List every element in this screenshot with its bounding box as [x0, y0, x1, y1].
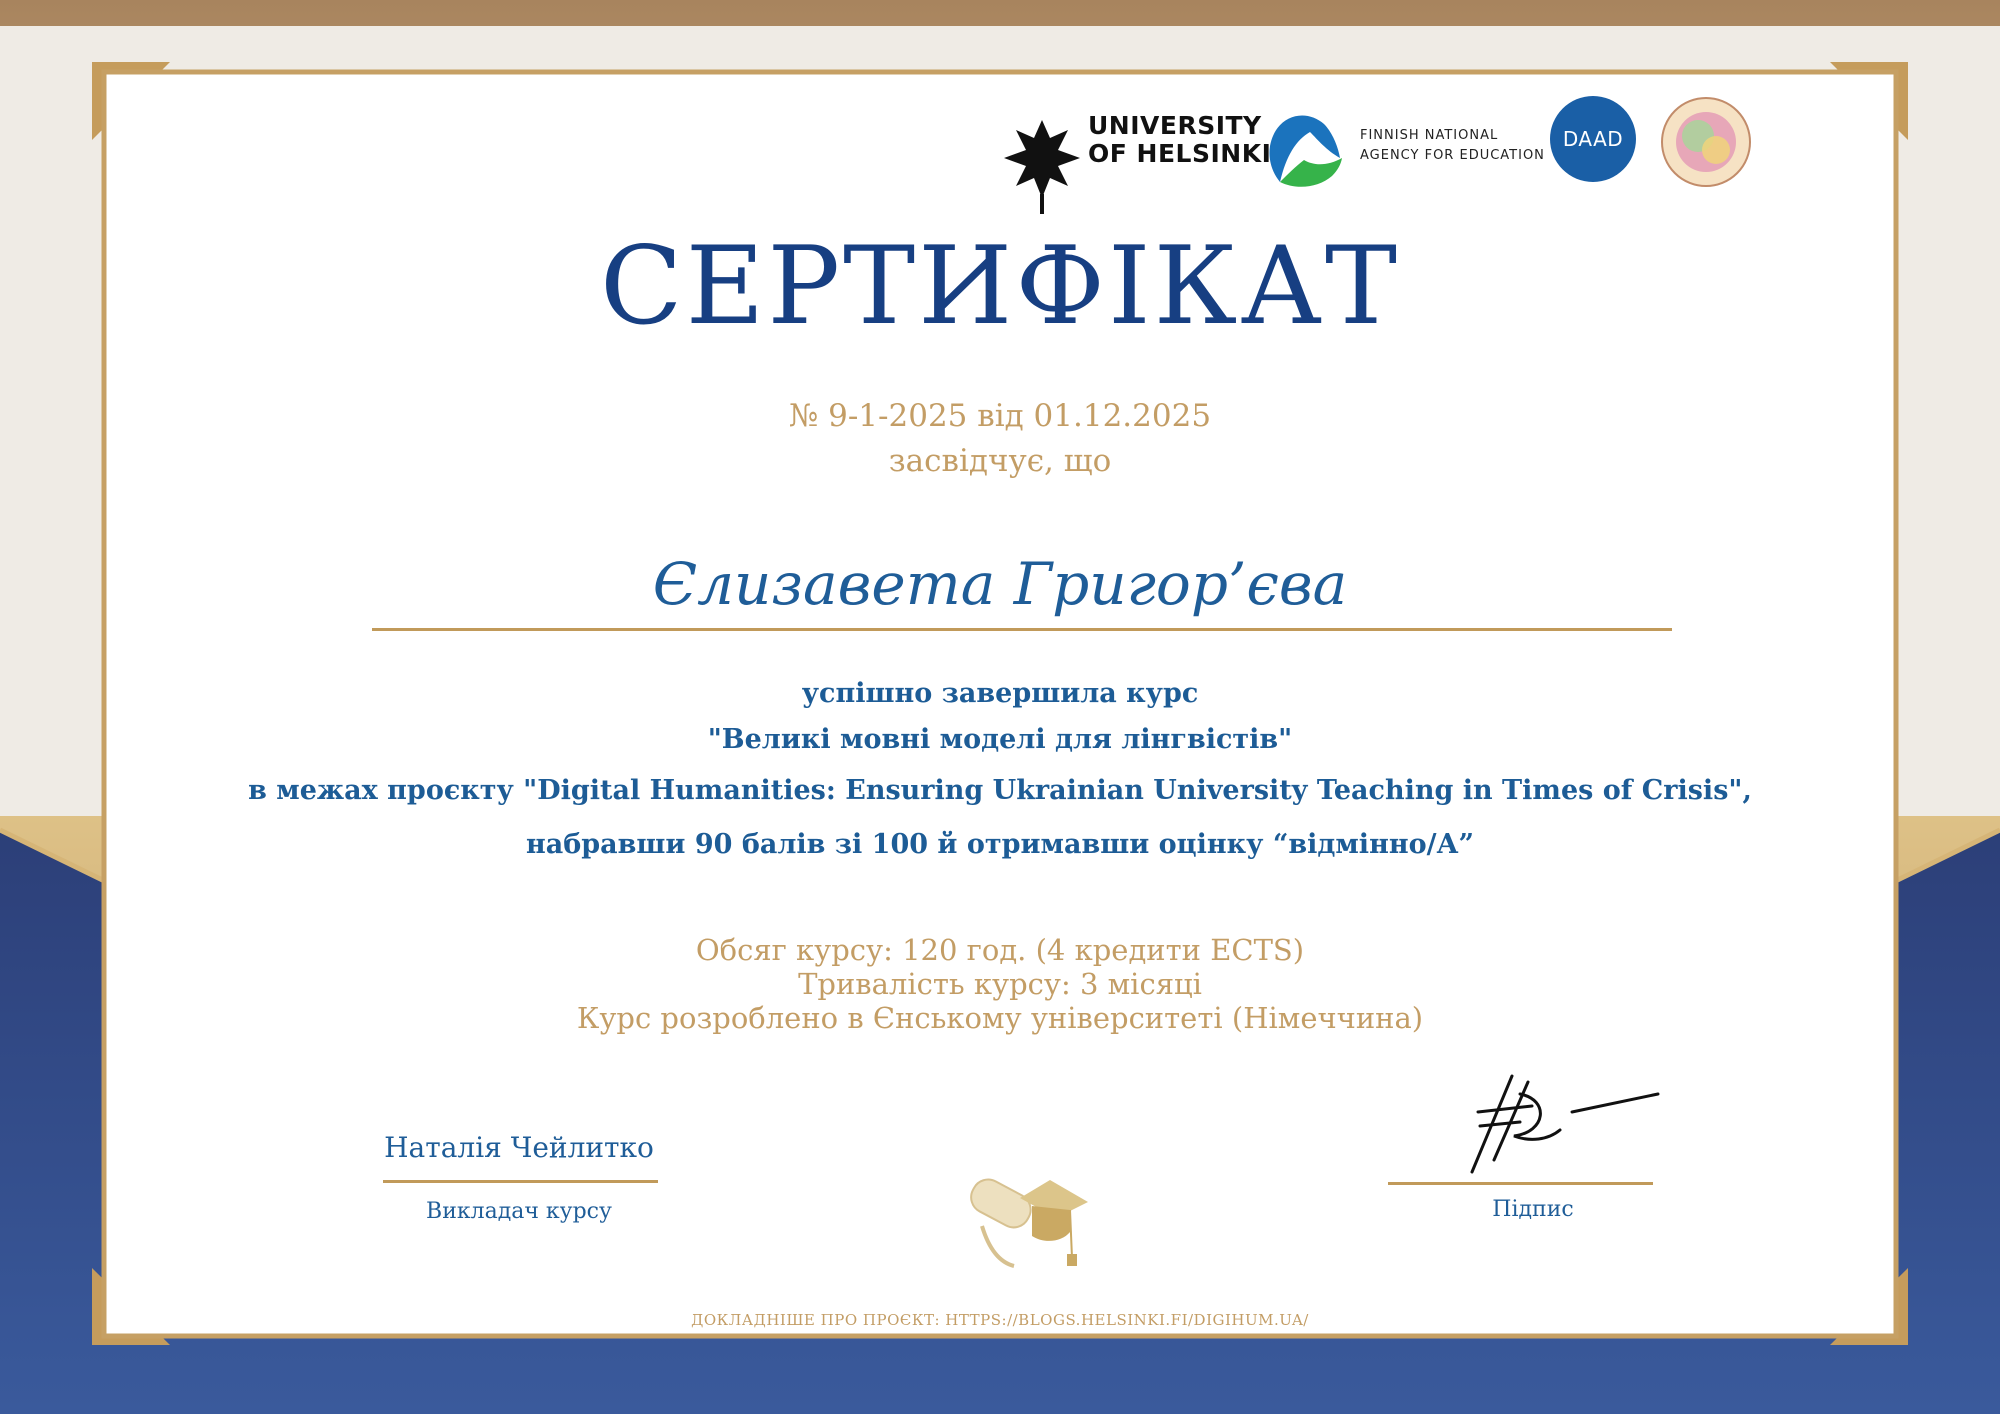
recipient-name: Єлизавета Григор’єва: [652, 550, 1348, 618]
instructor-name: Наталія Чейлитко: [384, 1131, 654, 1164]
daad-logo: DAAD: [1550, 96, 1636, 182]
footer-project-link: ДОКЛАДНІШЕ ПРО ПРОЄКТ: HTTPS://BLOGS.HELSINKI.FI/DIGIHUM.UA/: [691, 1311, 1309, 1329]
info-volume: Обсяг курсу: 120 год. (4 кредити ECTS): [695, 933, 1305, 967]
certificate-title: СЕРТИФІКАТ: [599, 224, 1401, 349]
university-of-helsinki-logo: UNIVERSITY OF HELSINKI: [1088, 111, 1272, 168]
signature-label: Підпис: [1492, 1197, 1574, 1222]
signature-underline: [1388, 1182, 1653, 1185]
info-duration: Тривалість курсу: 3 місяці: [798, 967, 1202, 1001]
finnish-agency-logo-text: FINNISH NATIONAL AGENCY FOR EDUCATION: [1360, 128, 1545, 163]
body-line-grade: набравши 90 балів зі 100 й отримавши оцінку “відмінно/А”: [526, 829, 1474, 860]
body-line-project: в межах проєкту "Digital Humanities: Ensuring Ukrainian University Teaching in Times of Crisis",: [248, 775, 1752, 806]
instructor-role: Викладач курсу: [426, 1199, 612, 1224]
partner-logos: [1000, 90, 1780, 200]
certifies-text: засвідчує, що: [888, 443, 1112, 479]
certificate-number: № 9-1-2025 від 01.12.2025: [788, 398, 1212, 434]
instructor-underline: [383, 1180, 658, 1183]
recipient-underline: [372, 628, 1672, 631]
info-developed: Курс розроблено в Єнському університеті (Німеччина): [576, 1001, 1424, 1035]
body-line-course: "Великі мовні моделі для лінгвістів": [707, 724, 1293, 755]
body-line-completed: успішно завершила курс: [801, 678, 1199, 709]
